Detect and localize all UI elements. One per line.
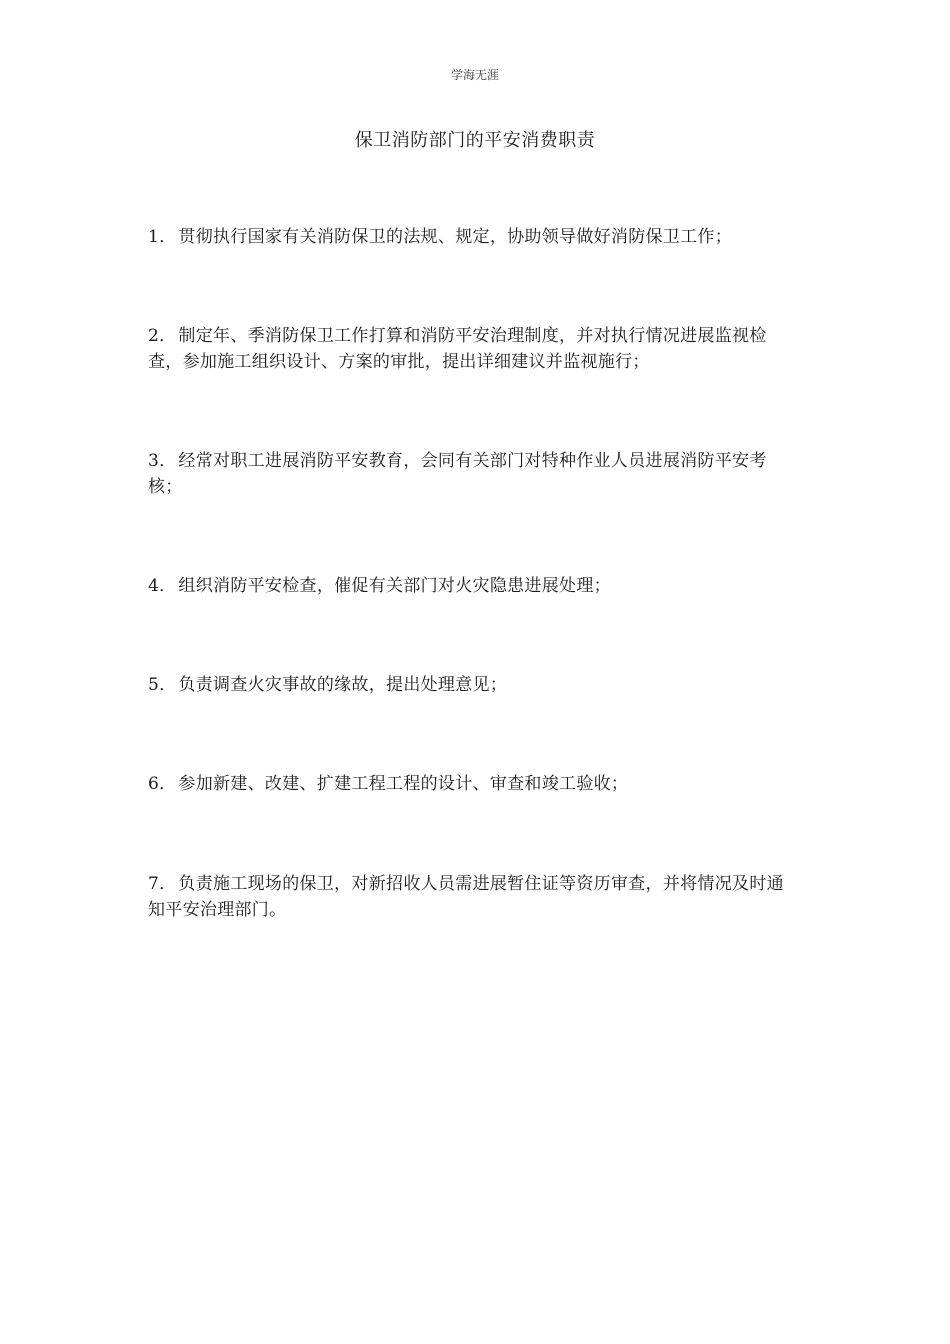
document-title: 保卫消防部门的平安消费职责 xyxy=(354,130,596,151)
item-text: 制定年、季消防保卫工作打算和消防平安治理制度，并对执行情况进展监视检查，参加施工组织设计、方案的审批，提出详细建议并监视施行； xyxy=(148,326,767,372)
item-text: 经常对职工进展消防平安教育，会同有关部门对特种作业人员进展消防平安考核； xyxy=(148,451,767,497)
duty-item xyxy=(148,573,798,599)
item-number: 3． xyxy=(148,451,177,471)
duty-item xyxy=(148,224,798,250)
item-number: 6． xyxy=(148,774,177,794)
duty-item xyxy=(148,323,798,375)
page-header: 学海无涯 xyxy=(450,68,499,82)
item-text: 参加新建、改建、扩建工程工程的设计、审查和竣工验收； xyxy=(178,774,629,794)
duty-item xyxy=(148,672,798,698)
item-number: 5． xyxy=(148,675,177,695)
item-number: 1． xyxy=(148,227,177,247)
item-text: 负责施工现场的保卫，对新招收人员需进展暂住证等资历审查，并将情况及时通知平安治理部门。 xyxy=(148,874,784,920)
item-text: 贯彻执行国家有关消防保卫的法规、规定，协助领导做好消防保卫工作； xyxy=(178,227,733,247)
duty-item xyxy=(148,771,798,797)
item-number: 2． xyxy=(148,326,177,346)
duty-item xyxy=(148,871,798,923)
item-number: 7． xyxy=(148,874,177,894)
item-number: 4． xyxy=(148,576,177,596)
item-text: 组织消防平安检查，催促有关部门对火灾隐患进展处理； xyxy=(178,576,611,596)
duty-item xyxy=(148,448,798,500)
item-text: 负责调查火灾事故的缘故，提出处理意见； xyxy=(178,675,508,695)
